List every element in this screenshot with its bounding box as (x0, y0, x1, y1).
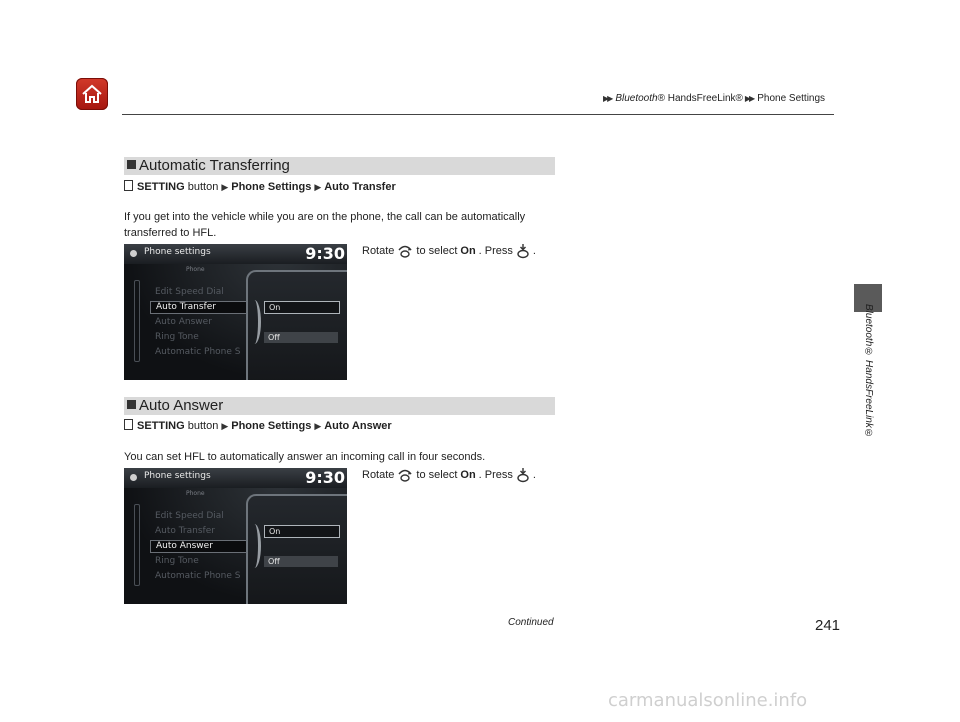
screen-option-off[interactable]: Off (264, 556, 338, 567)
instruction-press: . Press (478, 245, 513, 257)
chapter-label: Bluetooth® HandsFreeLink® (863, 304, 874, 439)
breadcrumb-part2: Phone Settings (757, 93, 826, 104)
interface-dial-press-icon (516, 243, 530, 259)
screen-dot-icon (130, 250, 137, 257)
instruction-to-select: to select (416, 245, 458, 257)
screen-scrollbar[interactable] (134, 280, 140, 362)
section-title: Automatic Transferring (139, 157, 290, 174)
header-rule (122, 114, 834, 115)
breadcrumb-arrow-icon: ▶▶ (744, 94, 754, 103)
screen-menu-item-selected[interactable]: Auto Answer (150, 540, 257, 553)
path-step2: Auto Transfer (324, 181, 396, 193)
breadcrumb-part1-suffix: ® HandsFreeLink® (657, 93, 743, 104)
screen-arc (248, 524, 261, 568)
path-step1: Phone Settings (231, 181, 312, 193)
screen-clock: 9:30 (305, 244, 345, 263)
path-button-word: button (187, 181, 219, 193)
path-button-word: button (187, 420, 219, 432)
screen-option-on[interactable]: On (264, 525, 340, 538)
section-description: If you get into the vehicle while you are on the phone, the call can be automatically transferred to HFL. (124, 211, 526, 239)
screen-scrollbar[interactable] (134, 504, 140, 586)
screen-arc (248, 300, 261, 344)
path-step2: Auto Answer (324, 420, 392, 432)
menu-path (124, 419, 392, 432)
arrow-icon: ▶ (314, 421, 322, 431)
screen-menu-item[interactable]: Edit Speed Dial (155, 511, 224, 521)
instruction-end: . (532, 469, 536, 481)
section-title: Auto Answer (139, 397, 224, 414)
continued-label: Continued (508, 617, 554, 628)
instruction-rotate: Rotate (362, 245, 395, 257)
screen-option-on[interactable]: On (264, 301, 340, 314)
path-step1: Phone Settings (231, 420, 312, 432)
instruction (362, 243, 536, 259)
path-button: SETTING (137, 420, 185, 432)
menu-path (124, 180, 396, 193)
path-button: SETTING (137, 181, 185, 193)
instruction (362, 467, 536, 483)
screen-subtitle: Phone (186, 490, 205, 497)
screen-menu-item-selected[interactable]: Auto Transfer (150, 301, 257, 314)
screen-title: Phone settings (144, 247, 211, 257)
screen-option-panel (246, 494, 347, 604)
instruction-end: . (532, 245, 536, 257)
arrow-icon: ▶ (221, 182, 229, 192)
screen-menu-item[interactable]: Edit Speed Dial (155, 287, 224, 297)
watermark: carmanualsonline.info (608, 690, 808, 711)
instruction-rotate: Rotate (362, 469, 395, 481)
screen-phone-settings-auto-transfer (124, 244, 347, 380)
section-heading (124, 157, 555, 175)
screen-title: Phone settings (144, 471, 211, 481)
screen-menu-item[interactable]: Ring Tone (155, 332, 199, 342)
home-button[interactable] (76, 78, 108, 110)
screen-phone-settings-auto-answer (124, 468, 347, 604)
instruction-value: On (460, 245, 476, 257)
screen-option-panel (246, 270, 347, 380)
screen-clock: 9:30 (305, 468, 345, 487)
interface-dial-rotate-icon (397, 468, 413, 482)
breadcrumb (603, 93, 825, 104)
instruction-to-select: to select (416, 469, 458, 481)
home-icon (80, 82, 104, 106)
hint-icon (124, 180, 133, 191)
screen-menu-item[interactable]: Ring Tone (155, 556, 199, 566)
breadcrumb-part1[interactable]: Bluetooth (615, 93, 658, 104)
hint-icon (124, 419, 133, 430)
section-heading (124, 397, 555, 415)
screen-menu-item[interactable]: Automatic Phone S (155, 571, 241, 581)
bullet-square-icon (127, 160, 136, 169)
screen-subtitle: Phone (186, 266, 205, 273)
instruction-press: . Press (478, 469, 513, 481)
page-number: 241 (815, 617, 841, 634)
breadcrumb-arrow-icon: ▶▶ (603, 94, 612, 103)
screen-option-off[interactable]: Off (264, 332, 338, 343)
section-description: You can set HFL to automatically answer an incoming call in four seconds. (124, 451, 486, 463)
screen-menu-item[interactable]: Auto Answer (155, 317, 212, 327)
bullet-square-icon (127, 400, 136, 409)
screen-dot-icon (130, 474, 137, 481)
instruction-value: On (460, 469, 476, 481)
screen-menu-item[interactable]: Automatic Phone S (155, 347, 241, 357)
arrow-icon: ▶ (314, 182, 322, 192)
interface-dial-press-icon (516, 467, 530, 483)
screen-menu-item[interactable]: Auto Transfer (155, 526, 215, 536)
arrow-icon: ▶ (221, 421, 229, 431)
interface-dial-rotate-icon (397, 244, 413, 258)
